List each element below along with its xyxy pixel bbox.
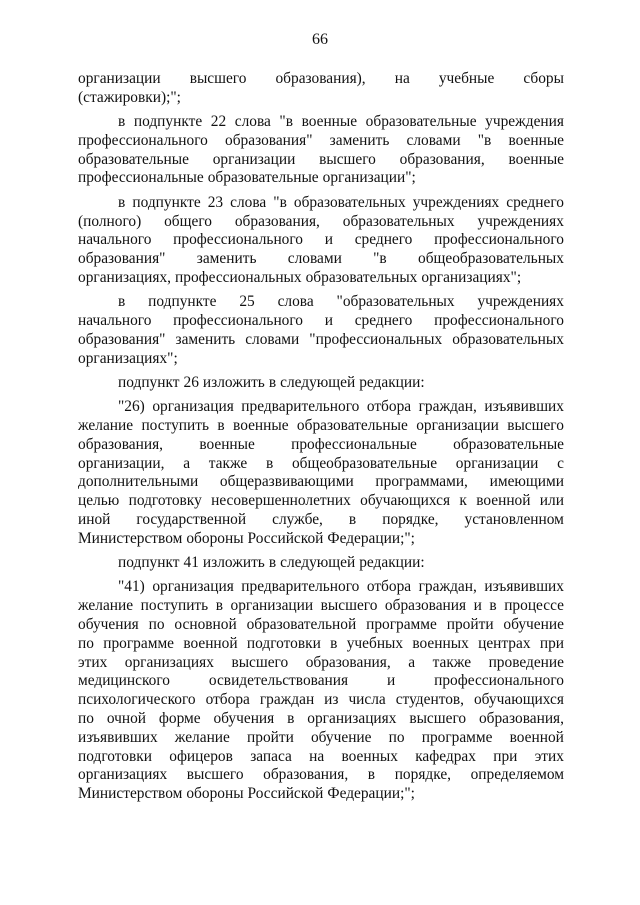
word: медицинского bbox=[78, 672, 170, 690]
word: Российской bbox=[247, 529, 324, 547]
word: подготовки bbox=[246, 634, 321, 652]
word: в bbox=[265, 454, 274, 472]
word: из bbox=[324, 691, 339, 709]
word: программе bbox=[103, 634, 175, 652]
word: в bbox=[118, 293, 126, 311]
word: образования bbox=[384, 597, 467, 615]
word: обучающихся bbox=[360, 492, 451, 510]
word: образования), bbox=[275, 70, 366, 87]
text-line bbox=[78, 70, 564, 89]
word: высшего bbox=[189, 70, 247, 87]
word: 26 bbox=[183, 373, 199, 391]
word: несовершеннолетних bbox=[211, 492, 351, 510]
paragraph bbox=[78, 578, 564, 804]
word: желание bbox=[78, 597, 134, 615]
word: образования" bbox=[78, 250, 166, 268]
word: "в bbox=[279, 113, 293, 131]
word: образования, bbox=[78, 435, 164, 453]
word: государственной bbox=[136, 511, 247, 529]
word: центрах bbox=[478, 634, 531, 652]
word: высшего bbox=[186, 766, 244, 784]
word: 41 bbox=[183, 554, 199, 572]
word: Министерством bbox=[78, 785, 183, 803]
text-line bbox=[78, 654, 564, 673]
word: психологического bbox=[78, 691, 196, 709]
word: "41) bbox=[118, 578, 145, 596]
word: "26) bbox=[118, 398, 145, 416]
word: образовательных bbox=[305, 268, 418, 286]
paragraph bbox=[78, 398, 564, 548]
word: при bbox=[539, 634, 564, 652]
word: образования" bbox=[78, 330, 166, 348]
word: образовательных bbox=[452, 330, 564, 348]
text-line bbox=[78, 169, 564, 188]
word: военные bbox=[301, 113, 358, 131]
word: граждан, bbox=[418, 578, 477, 596]
word: профессионального bbox=[78, 131, 208, 149]
word: подпункте bbox=[132, 193, 201, 211]
word: следующей bbox=[280, 373, 356, 391]
word: изъявивших bbox=[484, 398, 564, 416]
word: а bbox=[183, 454, 191, 472]
text-line bbox=[78, 113, 564, 132]
word: общеобразовательных bbox=[418, 250, 564, 268]
word: общеобразовательные bbox=[291, 454, 438, 472]
word: редакции: bbox=[359, 554, 425, 572]
text-line bbox=[78, 578, 564, 597]
word: 25 bbox=[239, 293, 255, 311]
word: также bbox=[208, 454, 248, 472]
word: числа bbox=[348, 691, 386, 709]
word: поступить bbox=[140, 597, 209, 615]
text-line bbox=[78, 729, 564, 748]
word: граждан bbox=[259, 691, 315, 709]
word: Федерации;"; bbox=[327, 529, 415, 547]
word: изложить bbox=[202, 554, 265, 572]
word: учебные bbox=[438, 70, 495, 87]
text-line bbox=[78, 331, 564, 350]
text-line bbox=[78, 436, 564, 455]
word: военной bbox=[183, 634, 238, 652]
word: кафедрах bbox=[415, 747, 476, 765]
word: программе bbox=[366, 616, 437, 634]
word: освидетельствования bbox=[208, 672, 349, 690]
word: военные bbox=[508, 150, 564, 168]
word: организациях bbox=[78, 766, 168, 784]
word: образования, bbox=[478, 710, 564, 727]
word: высшего bbox=[319, 150, 376, 168]
word: высшего bbox=[507, 417, 564, 435]
word: Министерством bbox=[78, 529, 183, 547]
word: обороны bbox=[186, 529, 244, 547]
word: порядке, bbox=[382, 511, 439, 529]
word: профессионального bbox=[173, 231, 304, 249]
text-line bbox=[78, 269, 564, 288]
word: военной bbox=[509, 728, 564, 746]
word: в bbox=[268, 373, 277, 391]
word: образования, bbox=[399, 150, 485, 168]
word: или bbox=[539, 492, 564, 510]
word: организациях"; bbox=[421, 268, 522, 286]
word: среднего bbox=[354, 231, 413, 249]
word: целью bbox=[78, 492, 120, 510]
word: слова bbox=[277, 293, 314, 311]
word: "в bbox=[373, 250, 387, 268]
word: этих bbox=[78, 653, 108, 671]
word: службе, bbox=[272, 511, 323, 529]
word: 22 bbox=[210, 113, 227, 131]
word: организации bbox=[230, 597, 314, 615]
word: организация bbox=[152, 398, 234, 416]
word: обороны bbox=[186, 785, 244, 803]
word: имеющими bbox=[489, 473, 564, 491]
word: учреждениях bbox=[412, 193, 500, 211]
word: проведение bbox=[488, 653, 564, 671]
word: обучения bbox=[78, 616, 139, 634]
text-line bbox=[78, 616, 564, 635]
text-line bbox=[78, 511, 564, 530]
word: предварительного bbox=[241, 578, 360, 596]
word: учреждениях bbox=[477, 293, 564, 311]
word: высшего bbox=[320, 597, 378, 615]
word: Федерации;"; bbox=[327, 785, 415, 803]
word: запаса bbox=[250, 747, 292, 765]
word: профессиональные bbox=[78, 169, 204, 187]
word: граждан, bbox=[418, 398, 477, 416]
word: организации bbox=[78, 70, 161, 87]
word: подготовки bbox=[78, 747, 152, 765]
word: изложить bbox=[202, 373, 265, 391]
word: обучение bbox=[310, 728, 372, 746]
word: организации bbox=[416, 417, 499, 435]
word: профессиональные bbox=[291, 435, 417, 453]
text-line bbox=[78, 635, 564, 654]
word: по bbox=[78, 710, 94, 727]
paragraph bbox=[78, 113, 564, 188]
word: программе bbox=[421, 728, 493, 746]
word: студентов, bbox=[395, 691, 465, 709]
paragraph bbox=[78, 554, 564, 573]
word: профессионального bbox=[434, 231, 564, 249]
word: организации"; bbox=[322, 169, 416, 187]
text-line bbox=[78, 672, 564, 691]
word: образовательные bbox=[78, 150, 189, 168]
paragraph bbox=[78, 374, 564, 393]
word: образовательной bbox=[246, 616, 357, 634]
word: подпункте bbox=[148, 293, 217, 311]
word: предварительного bbox=[241, 398, 360, 416]
word: учреждения bbox=[485, 113, 564, 131]
text-line bbox=[78, 492, 564, 511]
word: образовательные bbox=[296, 417, 408, 435]
word: офицеров bbox=[169, 747, 233, 765]
word: отбора bbox=[205, 691, 250, 709]
word: в bbox=[348, 511, 357, 529]
word: обучение bbox=[503, 616, 564, 634]
word: процессе bbox=[504, 597, 564, 615]
text-line bbox=[78, 417, 564, 436]
word: начального bbox=[78, 312, 152, 330]
word: этих bbox=[534, 747, 564, 765]
word: желание bbox=[78, 417, 134, 435]
word: в bbox=[118, 193, 126, 211]
word: образования, bbox=[305, 653, 391, 671]
word: поступить bbox=[141, 417, 210, 435]
text-line bbox=[78, 250, 564, 269]
word: слова bbox=[234, 113, 271, 131]
word: в bbox=[268, 554, 277, 572]
word: организация bbox=[152, 578, 234, 596]
word: программами, bbox=[375, 473, 468, 491]
word: форме bbox=[158, 710, 201, 727]
word: образования" bbox=[225, 131, 313, 149]
word: организациях, bbox=[78, 268, 172, 286]
word: в bbox=[215, 597, 223, 615]
word: образовательных bbox=[342, 212, 455, 230]
text-line bbox=[78, 691, 564, 710]
word: при bbox=[493, 747, 518, 765]
word: общего bbox=[164, 212, 212, 230]
word: образовательных bbox=[293, 193, 406, 211]
word: 23 bbox=[207, 193, 224, 211]
word: словами bbox=[245, 330, 300, 348]
text-line bbox=[78, 194, 564, 213]
word: "образовательных bbox=[336, 293, 455, 311]
word: обучающихся bbox=[473, 691, 564, 709]
word: с bbox=[557, 454, 564, 472]
word: организации bbox=[212, 150, 296, 168]
word: профессиональных bbox=[175, 268, 302, 286]
text-line bbox=[78, 293, 564, 312]
paragraph bbox=[78, 293, 564, 368]
document-body bbox=[78, 70, 564, 804]
word: заменить bbox=[329, 131, 390, 149]
word: к bbox=[459, 492, 467, 510]
word: определяемом bbox=[470, 766, 564, 784]
word: учебных bbox=[346, 634, 404, 652]
word: по bbox=[78, 634, 94, 652]
text-line bbox=[78, 766, 564, 785]
word: подпункт bbox=[118, 373, 180, 391]
word: "профессиональных bbox=[309, 330, 443, 348]
text-line bbox=[78, 398, 564, 417]
word: пройти bbox=[247, 728, 294, 746]
word: по bbox=[388, 728, 405, 746]
word: в bbox=[118, 113, 126, 131]
paragraph bbox=[78, 194, 564, 288]
word: редакции: bbox=[359, 373, 425, 391]
word: организации, bbox=[78, 454, 165, 472]
word: изъявивших bbox=[78, 728, 158, 746]
page-number: 66 bbox=[312, 31, 328, 48]
word: подпункт bbox=[118, 554, 180, 572]
word: организациях"; bbox=[78, 349, 178, 367]
word: начального bbox=[78, 231, 152, 249]
text-line bbox=[78, 455, 564, 474]
word: в bbox=[217, 417, 225, 435]
word: подпункте bbox=[133, 113, 203, 131]
word: учреждениях bbox=[477, 212, 564, 230]
word: профессионального bbox=[434, 312, 564, 330]
text-line bbox=[78, 473, 564, 492]
word: Российской bbox=[247, 785, 324, 803]
word: высшего bbox=[231, 653, 289, 671]
word: и bbox=[386, 672, 396, 690]
text-line bbox=[78, 785, 564, 804]
word: образовательные bbox=[207, 169, 319, 187]
word: желание bbox=[174, 728, 230, 746]
word: по bbox=[148, 616, 165, 634]
word: изъявивших bbox=[484, 578, 564, 596]
word: в bbox=[287, 710, 295, 727]
text-line bbox=[78, 597, 564, 616]
text-line bbox=[78, 374, 564, 393]
word: образования, bbox=[234, 212, 320, 230]
word: организациях bbox=[124, 653, 214, 671]
word: военные bbox=[508, 131, 564, 149]
text-line bbox=[78, 710, 564, 729]
word: установленном bbox=[464, 511, 564, 529]
word: организациях bbox=[307, 710, 397, 727]
text-line bbox=[78, 350, 564, 369]
word: высшего bbox=[409, 710, 467, 727]
word: отбора bbox=[366, 398, 412, 416]
word: в bbox=[330, 634, 338, 652]
word: порядке, bbox=[394, 766, 451, 784]
text-line bbox=[78, 554, 564, 573]
word: военных bbox=[341, 747, 398, 765]
text-line bbox=[78, 89, 564, 108]
text-line bbox=[78, 132, 564, 151]
word: слова bbox=[230, 193, 267, 211]
word: на bbox=[394, 70, 410, 87]
word: основной bbox=[174, 616, 237, 634]
word: отбора bbox=[366, 578, 412, 596]
word: обучения bbox=[213, 710, 275, 727]
word: военных bbox=[412, 634, 469, 652]
word: "в bbox=[477, 131, 492, 149]
text-line bbox=[78, 151, 564, 170]
word: образовательные bbox=[365, 113, 477, 131]
word: среднего bbox=[354, 312, 413, 330]
text-line bbox=[78, 312, 564, 331]
word: (полного) bbox=[78, 212, 142, 230]
paragraph bbox=[78, 70, 564, 108]
word: общеразвивающими bbox=[219, 473, 354, 491]
word: образовательные bbox=[453, 435, 564, 453]
word: профессионального bbox=[434, 672, 564, 690]
word: заменить bbox=[196, 250, 257, 268]
word: военной bbox=[476, 492, 531, 510]
text-line bbox=[78, 213, 564, 232]
word: иной bbox=[78, 511, 111, 529]
word: и bbox=[473, 597, 482, 615]
word: военные bbox=[233, 417, 289, 435]
word: и bbox=[324, 312, 333, 330]
word: словами bbox=[406, 131, 461, 149]
word: в bbox=[489, 597, 497, 615]
word: заменить bbox=[175, 330, 236, 348]
word: организации bbox=[455, 454, 539, 472]
word: словами bbox=[287, 250, 342, 268]
word: дополнительными bbox=[78, 473, 199, 491]
word: следующей bbox=[280, 554, 356, 572]
word: "в bbox=[273, 193, 287, 211]
word: пройти bbox=[446, 616, 494, 634]
word: подготовку bbox=[128, 492, 202, 510]
word: военные bbox=[199, 435, 255, 453]
word: профессионального bbox=[173, 312, 304, 330]
word: сборы bbox=[523, 70, 564, 87]
word: (стажировки);"; bbox=[78, 88, 181, 106]
text-line bbox=[78, 748, 564, 767]
word: образования, bbox=[263, 766, 349, 784]
text-line bbox=[78, 231, 564, 250]
text-line bbox=[78, 530, 564, 549]
word: и bbox=[324, 231, 333, 249]
word: а bbox=[408, 653, 416, 671]
word: в bbox=[367, 766, 376, 784]
word: среднего bbox=[506, 193, 564, 211]
word: на bbox=[309, 747, 325, 765]
word: очной bbox=[106, 710, 147, 727]
word: также bbox=[432, 653, 472, 671]
